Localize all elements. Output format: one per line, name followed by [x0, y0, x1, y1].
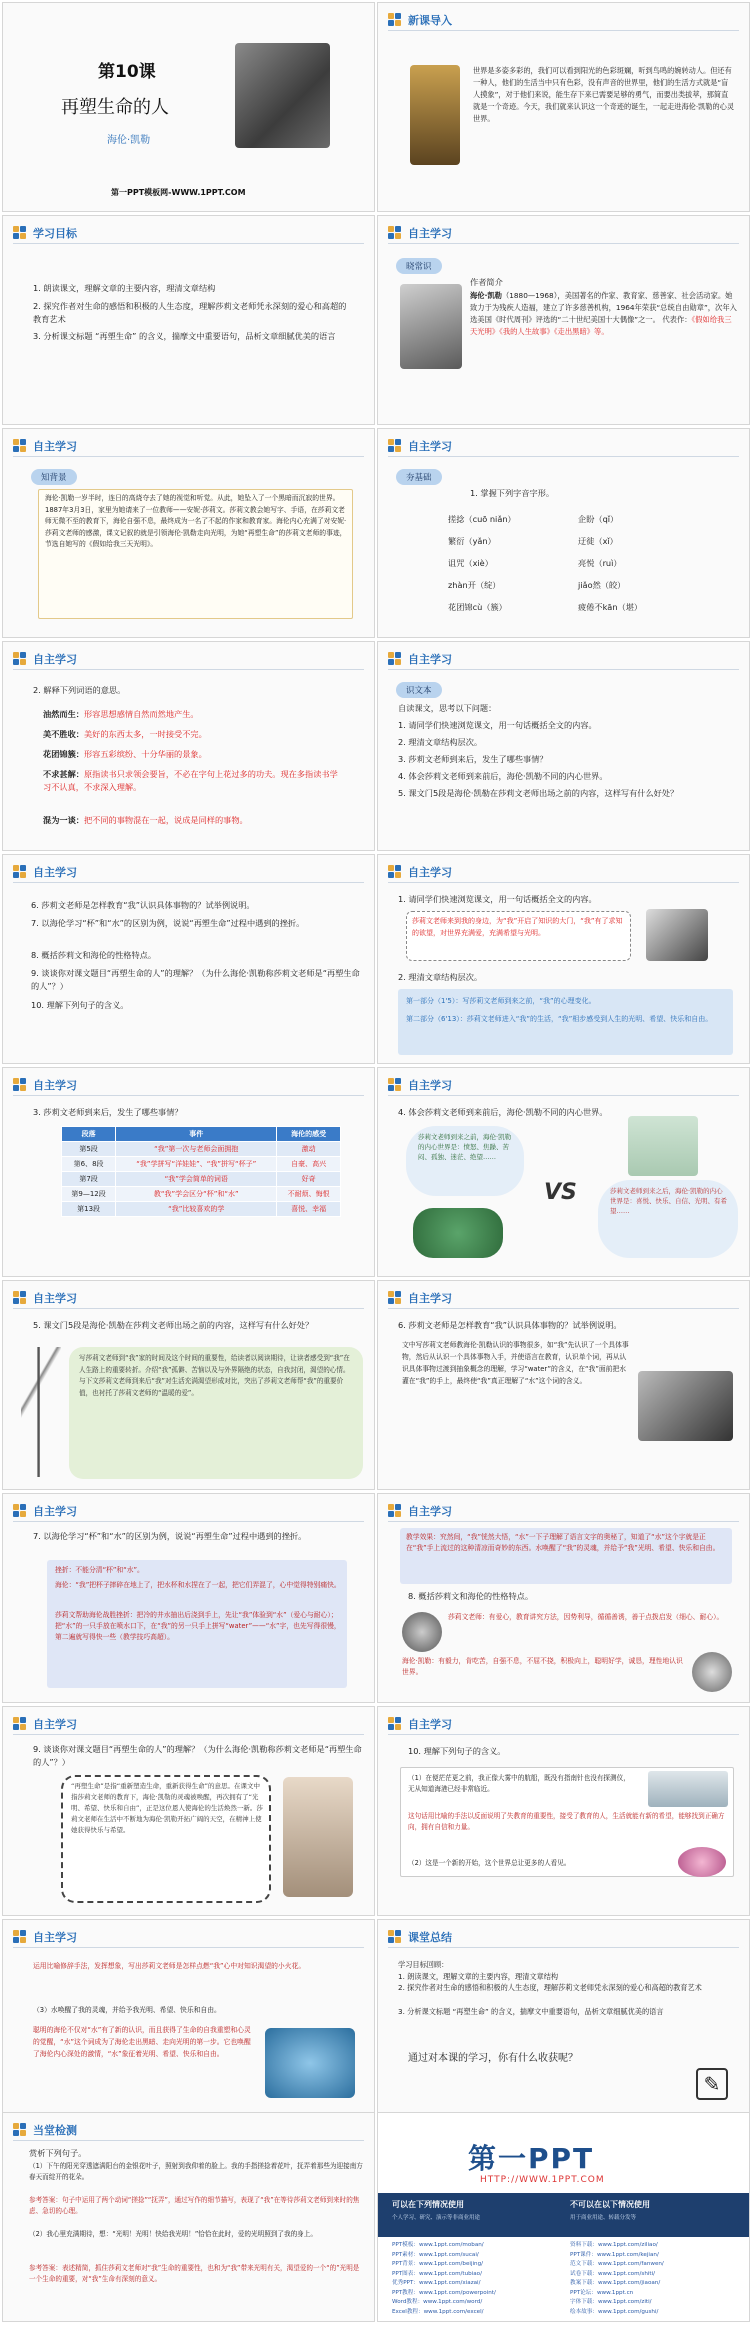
- slide-header: [13, 1716, 77, 1732]
- pair-3-b: jiǎo然（皎）: [578, 580, 626, 590]
- table-cell: “我”学会简单的词语: [116, 1172, 277, 1187]
- header-title: 自主学习: [33, 1292, 77, 1305]
- header-squares-icon: [13, 439, 27, 453]
- header-title: 自主学习: [408, 866, 452, 879]
- header-divider: [13, 2140, 364, 2141]
- lesson-number: 第10课: [98, 62, 156, 82]
- header-squares-icon: [13, 1930, 27, 1944]
- table-cell: 第13段: [62, 1202, 116, 1217]
- teacher-portrait: [402, 1612, 442, 1652]
- basics-question: 1. 掌握下列字音字形。: [470, 488, 555, 498]
- slide-q10-cont: [2, 1919, 375, 2129]
- q7-question: 7. 以海伦学习“杯”和“水”的区别为例，说说“再塑生命”过程中遇到的挫折。: [33, 1531, 307, 1541]
- header-divider: [388, 243, 739, 244]
- link-item[interactable]: PPT教程：www.1ppt.com/powerpoint/: [392, 2289, 496, 2296]
- intro-text: 世界是多姿多彩的，我们可以看到阳光的色彩斑斓，听到鸟鸣的婉转动人。但还有一种人，他们的生活当中只有色彩，没有声音的世界里，他们的生活方式就是“盲人摸象”，对于他们来说，能生存下来已需要足够的勇气，而要出类拔萃，那简直就是一个奇迹。今天，我们就来认识这一个奇迹的诞生，一起走进海伦·凯勒的心灵世界。: [473, 66, 735, 123]
- q6-answer: 文中写莎莉文老师教海伦·凯勒认识的事物很多，如“我”先认识了一个具体事物，然后从认识一个具体事物入手，并使语言在教育，认识单个词，再从认识具体事物过渡到抽象概念的理解，学习“water”的含义，在“我”面前把水灌在“我”的手上，最终使“我”真正理解了“水”这个词的含义。: [402, 1341, 629, 1385]
- term-4: 混为一谈：把不同的事物混在一起，说成是同样的事物。: [43, 815, 248, 825]
- header-title: 自主学习: [408, 1292, 452, 1305]
- header-squares-icon: [388, 865, 402, 879]
- header-divider: [13, 882, 364, 883]
- pair-2-b: 亮悦（ruì）: [578, 558, 622, 568]
- link-item[interactable]: Word教程：www.1ppt.com/word/: [392, 2299, 483, 2305]
- pair-0-a: 搓捻（cuō niǎn）: [448, 514, 516, 524]
- slide-events-table: [2, 1067, 375, 1277]
- water-pump-photo: [638, 1371, 733, 1441]
- header-title: 自主学习: [33, 1079, 77, 1092]
- header-title: 自主学习: [408, 440, 452, 453]
- header-title: 自主学习: [33, 1931, 77, 1944]
- site-logo: 第一PPT: [468, 2142, 595, 2175]
- slide-background: [2, 428, 375, 638]
- helen-photo: [400, 284, 462, 369]
- slide-header: [388, 1503, 452, 1519]
- header-title: 自主学习: [408, 227, 452, 240]
- header-divider: [388, 1734, 739, 1735]
- review-3: 3. 分析课文标题 “再塑生命” 的含义，揣摩文中重要语句，品析文章细腻优美的语言: [398, 2007, 664, 2016]
- vocab-question: 2. 解释下列词语的意思。: [33, 685, 126, 695]
- test-s2: （2）我心里充满期待，想：“光明！光明！快给我光明！”恰恰在此时，爱的光明照到了我的身上。: [29, 2230, 317, 2238]
- header-title: 学习目标: [33, 227, 77, 240]
- header-squares-icon: [13, 652, 27, 666]
- q-line-5: 5. 课文门5段是海伦·凯勒在莎莉文老师出场之前的内容，这样写有什么好处？: [398, 788, 679, 798]
- slide-header: [388, 225, 452, 241]
- pair-4-a: 花团锦cù（簇）: [448, 602, 507, 612]
- forbidden-text: 用于商业用途、转载分发等: [570, 2215, 637, 2221]
- link-item[interactable]: PPT图表：www.1ppt.com/tubiao/: [392, 2270, 482, 2277]
- q-line-4: 10. 理解下列句子的含义。: [31, 1000, 129, 1010]
- inner-question: 4. 体会莎莉文老师到来前后，海伦·凯勒不同的内心世界。: [398, 1107, 608, 1117]
- header-divider: [388, 1095, 739, 1096]
- goal-2: 2. 探究作者对生命的感悟和积极的人生态度，理解莎莉文老师凭永深刻的爱心和高超的教育艺术: [33, 301, 347, 324]
- q5-question: 5. 课文门5段是海伦·凯勒在莎莉文老师出场之前的内容，这样写有什么好处？: [33, 1320, 314, 1330]
- table-cell: 自豪、高兴: [277, 1157, 341, 1172]
- slide-header: [388, 1290, 452, 1306]
- link-item[interactable]: 试卷下载：www.1ppt.com/shiti/: [570, 2270, 656, 2277]
- slide-header: [13, 438, 77, 454]
- q-line-1: 7. 以海伦学习“杯”和“水”的区别为例，说说“再塑生命”过程中遇到的挫折。: [31, 918, 305, 928]
- col-header: 海伦的感受: [277, 1127, 341, 1142]
- slide-summary: [377, 1919, 750, 2129]
- table-cell: 不耐烦、悔恨: [277, 1187, 341, 1202]
- helen-portrait: [692, 1652, 732, 1692]
- link-item[interactable]: 优秀PPT：www.1ppt.com/xiazai/: [392, 2280, 481, 2286]
- review-0: 学习目标回顾：: [398, 1960, 449, 1969]
- header-divider: [13, 669, 364, 670]
- q-line-3: 9. 谈谈你对课文题目“再塑生命的人”的理解？（为什么海伦·凯勒称莎莉文老师是“再塑生命的人”？）: [31, 968, 360, 991]
- link-item[interactable]: PPT课件：www.1ppt.com/kejian/: [570, 2251, 659, 2258]
- header-divider: [388, 882, 739, 883]
- slide-summary-structure: [377, 854, 750, 1064]
- table-cell: “我”比较喜欢的学: [116, 1202, 277, 1217]
- header-divider: [388, 456, 739, 457]
- q-line-4: 4. 体会莎莉文老师到来前后，海伦·凯勒不同的内心世界。: [398, 771, 608, 781]
- link-item[interactable]: 教案下载：www.1ppt.com/jiaoan/: [570, 2280, 661, 2286]
- pair-3-a: zhàn开（绽）: [448, 580, 501, 590]
- allowed-heading: 可以在下列情况使用: [392, 2200, 464, 2209]
- lotus-image: [413, 1208, 503, 1258]
- header-title: 自主学习: [33, 440, 77, 453]
- slide-title: [2, 2, 375, 212]
- topic-pill: 晓常识: [396, 254, 442, 274]
- works-list: 《假如给我三天光明》《我的人生故事》《走出黑暗》等。: [470, 315, 732, 336]
- slide-header: [388, 12, 452, 28]
- after-text: 莎莉文老师到来之后，海伦·凯勒的内心世界是：喜悦、快乐、自信、光明、有希望……: [610, 1187, 727, 1215]
- slide-q5: [2, 1280, 375, 1490]
- background-text: 海伦·凯勒一岁半时，连日的高烧夺去了她的视觉和听觉。从此，她坠入了一个黑暗而沉寂的世界。1887年3月3日，家里为她请来了一位教师——安妮·莎莉文。莎莉文教会她写字、手语，在莎莉文老师无微不至的教育下，海伦自强不息，最终成为一名了不起的作家和教育家。海伦内心充满了对安妮·莎莉文老师的感激，课文记叙的就是引领海伦·凯勒走向光明，为她“再塑生命”的莎莉文老师的事迹，节选自她写的《假如给我三天光明》。: [45, 494, 347, 548]
- header-divider: [388, 30, 739, 31]
- table-cell: 第5段: [62, 1142, 116, 1157]
- table-cell: 激动: [277, 1142, 341, 1157]
- q7-a3: 莎莉文帮助海伦战胜挫折：把冷的井水抽出后浇到手上，先让“我”体验到“水”（爱心与耐心）；把“水”的一只手放在喷水口下，在“我”的另一只手上拼写“water”——“水”字，也先写得很慢，第二遍就写得快一些（教学技巧高超）。: [55, 1611, 341, 1641]
- term-1: 美不胜收：美好的东西太多，一时接受不完。: [43, 729, 207, 739]
- gain-question: 通过对本课的学习，你有什么收获呢？: [408, 2053, 578, 2064]
- header-squares-icon: [388, 1078, 402, 1092]
- question-1: 1. 请同学们快速浏览课文，用一句话概括全文的内容。: [398, 894, 597, 904]
- test-a1: 参考答案：句子中运用了两个动词“搓捻”“抚弄”，通过写作的细节描写，表现了“我”在等待莎莉文老师到来时的焦虑、急切的心理。: [29, 2196, 360, 2215]
- goal-1: 1. 朗读课文，理解文章的主要内容，理清文章结构: [33, 283, 216, 293]
- trait-helen: 海伦·凯勒：有毅力，肯吃苦，自强不息，不屈不挠，积极向上，聪明好学，诚恳，理性地认识世界。: [402, 1657, 683, 1676]
- events-table: [61, 1126, 341, 1217]
- slide-q9: [2, 1706, 375, 1916]
- header-divider: [13, 1734, 364, 1735]
- header-squares-icon: [388, 13, 402, 27]
- slide-vocab: [2, 641, 375, 851]
- slide-q10: [377, 1706, 750, 1916]
- slide-header: [388, 1929, 452, 1945]
- header-divider: [13, 1947, 364, 1948]
- header-title: 新课导入: [408, 14, 452, 27]
- header-divider: [13, 1308, 364, 1309]
- slide-text-questions: [377, 641, 750, 851]
- header-squares-icon: [388, 226, 402, 240]
- site-line: 第一PPT模板网-WWW.1PPT.COM: [111, 188, 246, 197]
- q-line-0: 6. 莎莉文老师是怎样教育“我”认识具体事物的？试举例说明。: [31, 900, 255, 910]
- sentence-3: （3）水唤醒了我的灵魂，并给予我光明、希望、快乐和自由。: [33, 2006, 221, 2014]
- q10-question: 10. 理解下列句子的含义。: [408, 1746, 506, 1756]
- slide-header: [13, 651, 77, 667]
- slide-header: [13, 2122, 77, 2138]
- col-header: 段落: [62, 1127, 116, 1142]
- link-item[interactable]: 绘本故事：www.1ppt.com/gushi/: [570, 2308, 659, 2315]
- pair-1-b: 迂徙（xǐ）: [578, 536, 618, 546]
- slide-header: [13, 1503, 77, 1519]
- water-image: [265, 2028, 355, 2098]
- header-divider: [13, 456, 364, 457]
- q8-question: 8. 概括莎莉文和海伦的性格特点。: [408, 1591, 534, 1601]
- header-divider: [388, 1521, 739, 1522]
- forbidden-heading: 不可以在以下情况使用: [570, 2200, 650, 2209]
- slide-q7: [2, 1493, 375, 1703]
- answer-1: 莎莉文老师来到我的身边，为“我”开启了知识的大门，“我”有了求知的欲望，对世界充满爱，充满希望与光明。: [412, 917, 623, 937]
- table-cell: 第7段: [62, 1172, 116, 1187]
- link-item[interactable]: PPT论坛：www.1ppt.cn: [570, 2289, 634, 2296]
- header-divider: [388, 1308, 739, 1309]
- header-divider: [13, 1521, 364, 1522]
- q7-a2: 海伦：“我”把杯子摔碎在地上了，把水杯和水捏在了一起，把它们弄混了，心中觉得特别痛快。: [55, 1581, 341, 1589]
- reed-image: [628, 1116, 698, 1176]
- header-squares-icon: [388, 1930, 402, 1944]
- header-divider: [388, 669, 739, 670]
- links-left: [392, 2241, 562, 2317]
- slide-author-info: [377, 215, 750, 425]
- slide-more-questions: [2, 854, 375, 1064]
- link-item[interactable]: 字体下载：www.1ppt.com/ziti/: [570, 2299, 652, 2305]
- table-cell: 第6、8段: [62, 1157, 116, 1172]
- header-squares-icon: [13, 2123, 27, 2137]
- slide-header: [388, 1077, 452, 1093]
- review-1: 1. 朗读课文，理解文章的主要内容，理清文章结构: [398, 1972, 559, 1981]
- term-2: 花团锦簇：形容五彩缤纷、十分华丽的景象。: [43, 749, 207, 759]
- header-title: 课堂总结: [408, 1931, 452, 1944]
- header-divider: [13, 243, 364, 244]
- goal-3: 3. 分析课文标题 “再塑生命” 的含义，揣摩文中重要语句，品析文章细腻优美的语言: [33, 331, 336, 341]
- pencil-icon: ✎: [696, 2068, 728, 2100]
- header-title: 自主学习: [33, 1505, 77, 1518]
- header-squares-icon: [13, 1078, 27, 1092]
- header-squares-icon: [388, 1717, 402, 1731]
- table-cell: “我”学拼写“洋娃娃”、“我”拼写“杯子”: [116, 1157, 277, 1172]
- allowed-text: 个人学习、研究、演示等非商业用途: [392, 2215, 481, 2221]
- q-line-3: 3. 莎莉文老师到来后，发生了哪些事情？: [398, 754, 548, 764]
- intro-photo: [410, 65, 460, 165]
- table-cell: “我”第一次与老师会面拥抱: [116, 1142, 277, 1157]
- table-cell: 好奇: [277, 1172, 341, 1187]
- table-cell: 喜悦、幸福: [277, 1202, 341, 1217]
- flower-image: [678, 1847, 726, 1877]
- part-1: 第一部分（1'5）：写莎莉文老师到来之前，“我”的心理变化。: [406, 997, 596, 1005]
- header-squares-icon: [388, 1291, 402, 1305]
- header-squares-icon: [13, 1291, 27, 1305]
- topic-pill: 夯基础: [396, 465, 442, 485]
- term-0: 油然而生：形容思想感情自然而然地产生。: [43, 709, 199, 719]
- test-question: 赏析下列句子。: [29, 2148, 87, 2158]
- slide-header: [13, 225, 77, 241]
- topic-pill: 知背景: [31, 465, 77, 485]
- pair-2-a: 诅咒（xiè）: [448, 558, 493, 568]
- q5-answer: 写莎莉文老师到“我”家的时间及这个时间的重要性，给读者以阅读期待，让读者感受到“我”在人生路上的重要转折。介绍“我”孤僻、苦恼以及与外界隔绝的状态，自我封闭，渴望的心情。与下文莎莉文老师到来后“我”对生活充满渴望形成对比，突出了莎莉文老师帮“我”的重要价值，也衬托了莎莉文老师的“温暖的爱”。: [79, 1354, 350, 1397]
- analysis-1: 这句话用比喻的手法以反面说明了失教育的重要性，接受了教育的人，生活就能有新的希望，能够找到正确方向，拥有自信和力量。: [408, 1812, 725, 1831]
- bio-name: 海伦·凯勒: [470, 291, 502, 300]
- slide-test: [2, 2112, 375, 2322]
- header-divider: [13, 1095, 364, 1096]
- analysis-text: 运用比喻修辞手法，发挥想象，写出莎莉文老师是怎样点燃“我”心中对知识渴望的小火花。: [33, 1962, 306, 1970]
- slide-intro: [377, 2, 750, 212]
- header-squares-icon: [13, 1717, 27, 1731]
- test-a2: 参考答案：表述精简，抓住莎莉文老师对“我”生命的重要性，也和为“我”带来光明有关，渴望爱的一个“的”光明是一个生命的重要，对“我”生命有深刻的意义。: [29, 2264, 360, 2283]
- site-url: HTTP://WWW.1PPT.COM: [480, 2175, 605, 2185]
- sentence-2: （2）这是一个新的开始，这个世界总让更多的人看见。: [408, 1859, 571, 1867]
- works-label: 代表作：: [662, 315, 692, 324]
- slide-header: [388, 438, 452, 454]
- author-photo: [235, 43, 330, 148]
- slide-header: [388, 651, 452, 667]
- slide-goals: [2, 215, 375, 425]
- review-2: 2. 探究作者对生命的感悟和积极的人生态度，理解莎莉文老师凭永深刻的爱心和高超的教育艺术: [398, 1983, 702, 1992]
- link-item[interactable]: 范文下载：www.1ppt.com/fanwen/: [570, 2261, 664, 2267]
- question-2: 2. 理清文章结构层次。: [398, 972, 483, 982]
- q7-a1: 挫折：不能分清“杯”和“水”。: [55, 1566, 144, 1574]
- header-title: 自主学习: [33, 866, 77, 879]
- header-divider: [388, 1947, 739, 1948]
- header-title: 自主学习: [33, 653, 77, 666]
- header-squares-icon: [13, 865, 27, 879]
- slide-header: [388, 1716, 452, 1732]
- header-title: 自主学习: [408, 1718, 452, 1731]
- test-s1: （1）下午的阳光穿透遮满阳台的金银花叶子，照射到我仰着的脸上。我的手指搓捻着花叶，抚弄着那些为迎接南方春天而绽开的花朵。: [29, 2162, 363, 2181]
- part-2: 第二部分（6'13）：莎莉文老师进入“我”的生活，“我”相步感受到人生的光明、希望、快乐和自由。: [406, 1015, 713, 1023]
- author-bio: [470, 290, 738, 338]
- link-item[interactable]: PPT模板：www.1ppt.com/moban/: [392, 2242, 484, 2248]
- analysis-3: 聪明的海伦不仅对“水”有了新的认识，而且获得了生命的自我重塑和心灵的觉醒，“水”这个词成为了海伦走出黑暗、走向光明的第一步。它也唤醒了海伦内心深处的激情，“水”象征着光明、希望、快乐和自由。: [33, 2026, 251, 2058]
- link-item[interactable]: 资料下载：www.1ppt.com/ziliao/: [570, 2242, 658, 2248]
- slide-end: [377, 2112, 750, 2322]
- header-squares-icon: [13, 226, 27, 240]
- fog-image: [648, 1771, 728, 1807]
- header-title: 当堂检测: [33, 2124, 77, 2137]
- effect-text: 教学效果：究然间，“我”恍然大悟，“水”一下子理解了语言文字的奥秘了，知道了“水”这个字就是正在“我”手上流过的这种清凉而奇妙的东西。水唤醒了“我”的灵魂，并给予“我”光明、希望、快乐和自由。: [406, 1533, 720, 1552]
- versus-label: VS: [544, 1180, 577, 1205]
- teacher-photo: [646, 909, 708, 961]
- slide-q8: [377, 1493, 750, 1703]
- pair-0-b: 企盼（qǐ）: [578, 514, 619, 524]
- term-3: 不求甚解：原指读书只求领会要旨，不必在字句上花过多的功夫。现在多指读书学习不认真，不求深入理解。: [43, 769, 338, 792]
- lesson-title: 再塑生命的人: [61, 97, 169, 118]
- slide-header: [13, 1929, 77, 1945]
- header-squares-icon: [388, 652, 402, 666]
- header-title: 自主学习: [408, 1505, 452, 1518]
- girl-image: [283, 1777, 353, 1897]
- link-item[interactable]: PPT背景：www.1ppt.com/beijing/: [392, 2261, 484, 2267]
- slide-q6: [377, 1280, 750, 1490]
- q9-question: 9. 谈谈你对课文题目“再塑生命的人”的理解？（为什么海伦·凯勒称莎莉文老师是“再塑生命的人”？）: [33, 1744, 362, 1767]
- link-item[interactable]: Excel教程：www.1ppt.com/excel/: [392, 2308, 484, 2315]
- q-line-2: 8. 概括莎莉文和海伦的性格特点。: [31, 950, 157, 960]
- header-squares-icon: [388, 439, 402, 453]
- table-cell: 第9—12段: [62, 1187, 116, 1202]
- table-cell: 教“我”学会区分“杯”和“水”: [116, 1187, 277, 1202]
- pair-4-b: 疲倦不kān（堪）: [578, 602, 643, 612]
- author-name: 海伦·凯勒: [107, 135, 151, 146]
- q-line-1: 1. 请同学们快速浏览课文，用一句话概括全文的内容。: [398, 720, 597, 730]
- events-question: 3. 莎莉文老师到来后，发生了哪些事情？: [33, 1107, 183, 1117]
- header-squares-icon: [388, 1504, 402, 1518]
- q9-answer: “再塑生命”是指“重新塑造生命，重新获得生命”的意思。在课文中指莎莉文老师的教育下，海伦·凯勒的灵魂被唤醒，再次拥有了“光明、希望、快乐和自由”，正是这位恩人使海伦的生活焕然一新。莎莉文老师在生活中不断地为海伦·凯勒开拓广阔的天空，在精神上使她获得快乐与希望。: [71, 1782, 263, 1834]
- topic-pill: 识文本: [396, 678, 442, 698]
- header-title: 自主学习: [408, 1079, 452, 1092]
- q-line-2: 2. 理清文章结构层次。: [398, 737, 483, 747]
- slide-basics: [377, 428, 750, 638]
- slide-inner-world: [377, 1067, 750, 1277]
- slide-header: [13, 1077, 77, 1093]
- bamboo-image: [21, 1347, 61, 1477]
- pair-1-a: 繁衍（yǎn）: [448, 536, 496, 546]
- links-right: [570, 2241, 740, 2317]
- bio-text: （1880—1968），美国著名的作家、教育家、慈善家、社会活动家。她致力于为残疾人造福，建立了许多慈善机构，1964年荣获“总统自由勋章”，次年入选美国《时代周刊》评选的“二十世纪美国十大偶像”之一。: [470, 291, 737, 324]
- q-line-0: 自读课文，思考以下问题：: [398, 703, 497, 713]
- trait-teacher: 莎莉文老师：有爱心，教育讲究方法，因势利导，循循善诱，善于点拨启发（细心、耐心）。: [448, 1613, 724, 1621]
- link-item[interactable]: PPT素材：www.1ppt.com/sucai/: [392, 2251, 479, 2258]
- before-text: 莎莉文老师到来之前，海伦·凯勒的内心世界是：愤怒、焦躁、苦闷、孤独、迷茫、绝望……: [418, 1133, 512, 1161]
- slide-header: [388, 864, 452, 880]
- sentence-1: （1）在便茫茫更之前，我正像大雾中的航船，既没有指南针也没有探测仪，无从知道海港已经非常临近。: [408, 1774, 630, 1793]
- q6-question: 6. 莎莉文老师是怎样教育“我”认识具体事物的？试举例说明。: [398, 1320, 622, 1330]
- col-header: 事件: [116, 1127, 277, 1142]
- author-subtitle: 作者简介: [470, 277, 503, 287]
- slide-header: [13, 864, 77, 880]
- header-title: 自主学习: [33, 1718, 77, 1731]
- header-squares-icon: [13, 1504, 27, 1518]
- header-title: 自主学习: [408, 653, 452, 666]
- slide-header: [13, 1290, 77, 1306]
